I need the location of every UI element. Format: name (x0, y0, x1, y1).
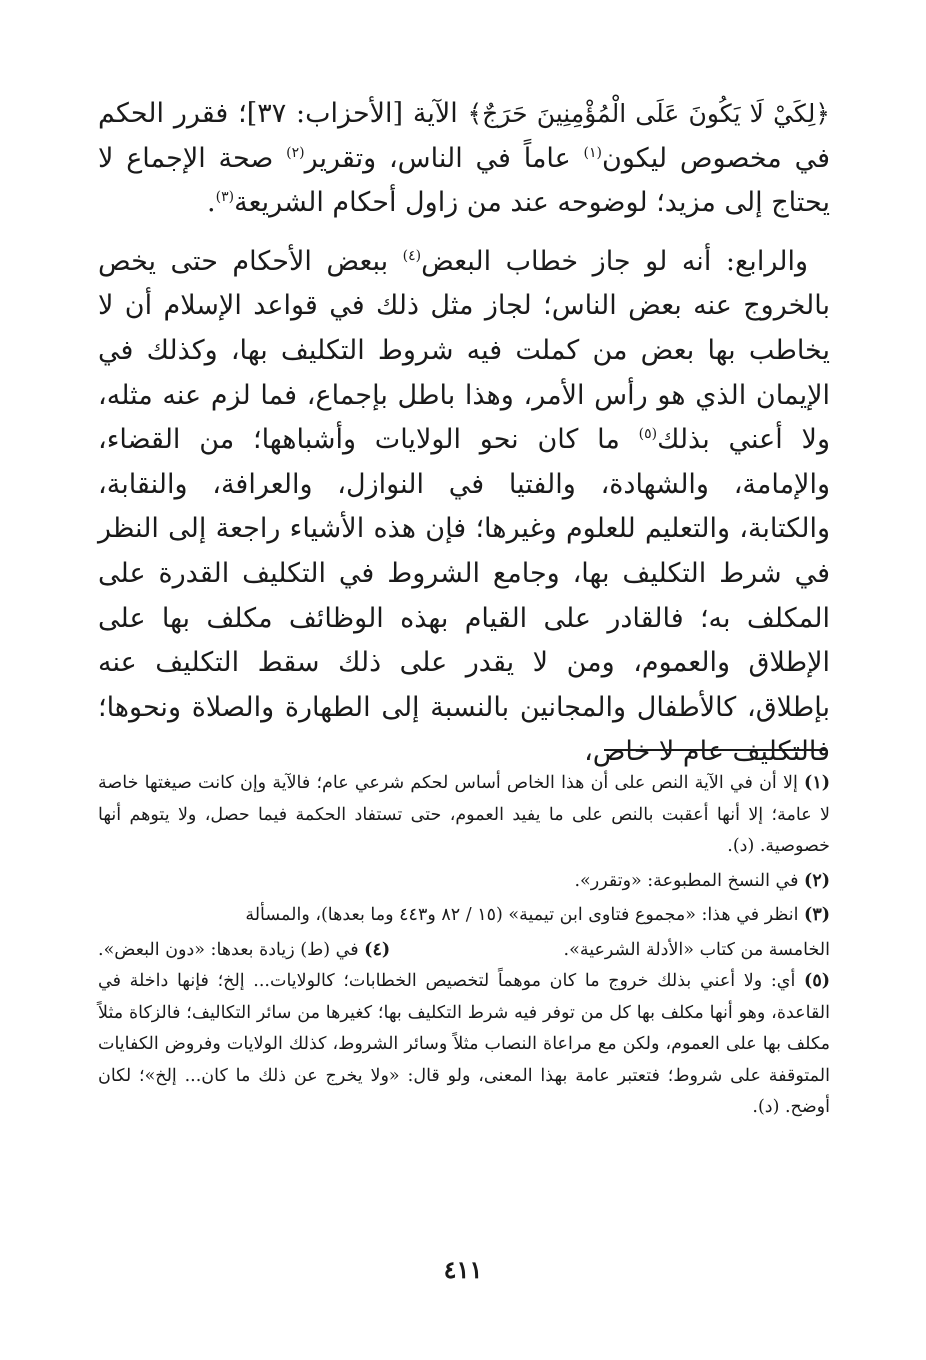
footnote-number: (١) (804, 773, 830, 793)
footnote-text: في النسخ المطبوعة: «وتقرر». (574, 870, 805, 891)
footnote-ref-4[interactable]: (٤) (402, 247, 422, 264)
footnote-separator (604, 749, 826, 751)
footnote-ref-2[interactable]: (٢) (286, 144, 305, 161)
footnote-number: (٥) (804, 971, 830, 991)
footnote-ref-3[interactable]: (٣) (215, 189, 235, 206)
quran-verse: ﴿لِكَيْ لَا يَكُونَ عَلَى الْمُؤْمِنِينَ حَرَجٌ﴾ (467, 99, 830, 128)
text-span: والرابع: أنه لو جاز خطاب البعض (421, 245, 808, 277)
text-span: صحة الإجماع لا يحتاج إلى مزيد؛ لوضوحه عند من زاول أحكام الشريعة (98, 142, 830, 219)
footnote-number: (٤) (364, 939, 391, 960)
footnote-ref-1[interactable]: (١) (583, 144, 603, 161)
footnote-number: (٣) (804, 905, 830, 925)
footnote-text: في (ط) زيادة بعدها: «دون البعض». (98, 939, 365, 960)
footnote-3 (98, 900, 830, 932)
text-span: ما كان نحو الولايات وأشباهها؛ من القضاء، والإمامة، والشهادة، والفتيا في النوازل، والعرافة، والنقابة، والكتابة، والتعليم للعلوم وغيرها؛ فإن هذه الأشياء راجعة إلى النظر في شرط التكليف بها، وجامع الشروط في التكليف القدرة على المكلف به؛ فالقادر على القيام بهذه الوظائف مكلف بها على الإطلاق والعموم، ومن لا يقدر على ذلك سقط التكليف عنه بإطلاق، كالأطفال والمجانين بالنسبة إلى الطهارة والصلاة ونحوها؛ فالتكليف عام لا خاص، (98, 424, 830, 768)
footnote-2 (98, 866, 830, 898)
footnote-text: أي: ولا أعني بذلك خروج ما كان موهماً لتخصيص الخطابات؛ كالولايات... إلخ؛ فإنها داخلة في القاعدة، وهو أنها مكلف بها كل من توفر فيه شرط التكليف بها؛ كغيرها من سائر التكاليف؛ فالزكاة مثلاً مكلف بها على العموم، ولكن مع مراعاة النصاب مثلاً وسائر الشروط، كذلك الولايات وفروض الكفايات المتوقفة على شروط؛ فتعتبر عامة بهذا المعنى، ولو قال: «ولا يخرج عن ذلك ما كان... إلخ»؛ لكان أوضح. (د). (98, 971, 830, 1117)
footnote-5 (98, 966, 830, 1124)
footnote-4 (98, 935, 390, 967)
text-span: الآية [الأحزاب: ٣٧]؛ فقرر الحكم في مخصوص ليكون (98, 98, 830, 174)
paragraph-1 (98, 92, 830, 226)
footnote-3-continuation: الخامسة من كتاب «الأدلة الشرعية». (563, 939, 830, 960)
text-span: عاماً في الناس، وتقرير (304, 142, 584, 174)
footnotes (98, 768, 830, 1127)
footnote-row (98, 935, 830, 967)
footnote-number: (٢) (804, 870, 830, 891)
paragraph-2 (98, 240, 830, 775)
text-span: ببعض الأحكام حتى يخص بالخروج عنه بعض الناس؛ لجاز مثل ذلك في قواعد الإسلام أن لا يخاطب بها بعض من كملت فيه شروط التكليف بها، وكذلك في الإيمان الذي هو رأس الأمر، وهذا باطل بإجماع، فما لزم عنه مثله، ولا أعني بذلك (98, 245, 830, 456)
page-number: ٤١١ (443, 1255, 483, 1284)
footnote-1 (98, 768, 830, 863)
main-text (98, 92, 830, 775)
text-span: . (207, 187, 216, 219)
footnote-text: إلا أن في الآية النص على أن هذا الخاص أساس لحكم شرعي عام؛ فالآية وإن كانت صيغتها خاصة لا عامة؛ إلا أنها أعقبت بالنص على ما يفيد العموم، حتى تستفاد الحكمة فيما حصل، ولا يتوهم أنها خصوصية. (د). (98, 773, 830, 856)
footnote-ref-5[interactable]: (٥) (638, 426, 658, 443)
footnote-text: انظر في هذا: «مجموع فتاوى ابن تيمية» (١٥ / ٨٢ و٤٤٣ وما بعدها)، والمسألة (245, 905, 805, 925)
